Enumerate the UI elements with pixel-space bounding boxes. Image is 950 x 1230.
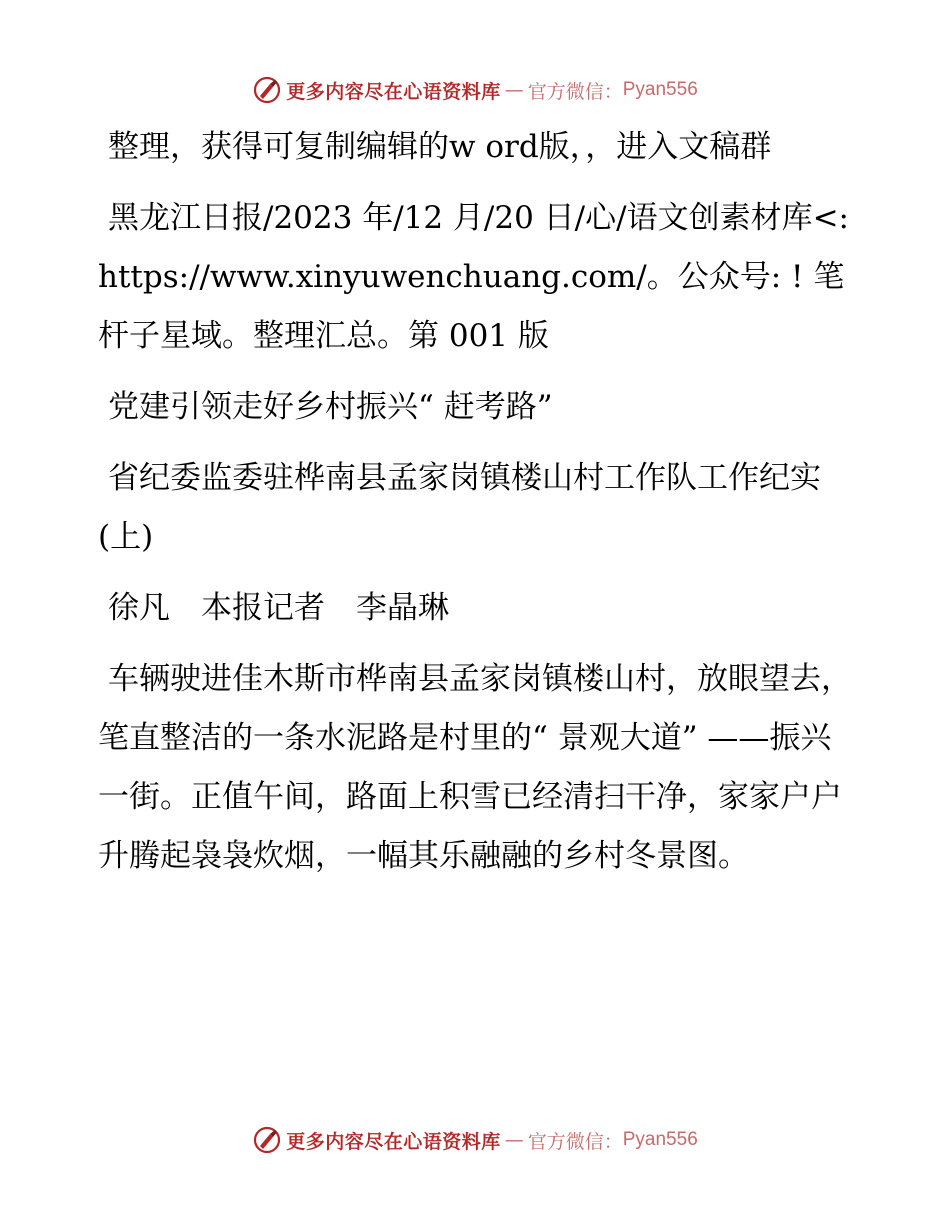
- banner-text: 更多内容尽在心语资料库: [286, 80, 501, 103]
- banner-wechat-id: Pyan556: [622, 79, 698, 100]
- article-subtitle: 省纪委监委驻桦南县孟家岗镇楼山村工作队工作纪实(上): [98, 460, 821, 555]
- banner-wechat-label: 官方微信：: [527, 80, 623, 103]
- pen-logo-icon: [252, 1125, 282, 1155]
- banner-wechat-id: Pyan556: [622, 1129, 698, 1150]
- banner-text: 更多内容尽在心语资料库: [286, 1130, 501, 1153]
- header-watermark-banner: [0, 70, 950, 110]
- paragraph-body: 车辆驶进佳木斯市桦南县孟家岗镇楼山村，放眼望去，笔直整洁的一条水泥路是村里的“ 景观大道” ——振兴一街。正值午间，路面上积雪已经清扫干净，家家户户升腾起袅袅炊烟，一幅其乐融融的乡村冬景图。: [98, 661, 852, 874]
- article-byline: 徐凡 本报记者 李晶琳: [108, 590, 449, 626]
- document-body: [98, 118, 858, 898]
- pen-logo-icon: [252, 75, 282, 105]
- footer-watermark-banner: [0, 1120, 950, 1160]
- paragraph-source: 黑龙江日报/2023 年/12 月/20 日/心/语文创素材库<: https://www.xinyuwenchuang.com/。公众号: ! 笔杆子星域。整理汇总。第 001 版: [98, 200, 849, 354]
- banner-dash: —: [504, 79, 524, 101]
- article-title: 党建引领走好乡村振兴“ 赶考路”: [108, 389, 553, 425]
- banner-wechat-label: 官方微信：: [527, 1130, 623, 1153]
- paragraph-intro: 整理，获得可复制编辑的w ord版，，进入文稿群: [108, 129, 772, 165]
- banner-dash: —: [504, 1129, 524, 1151]
